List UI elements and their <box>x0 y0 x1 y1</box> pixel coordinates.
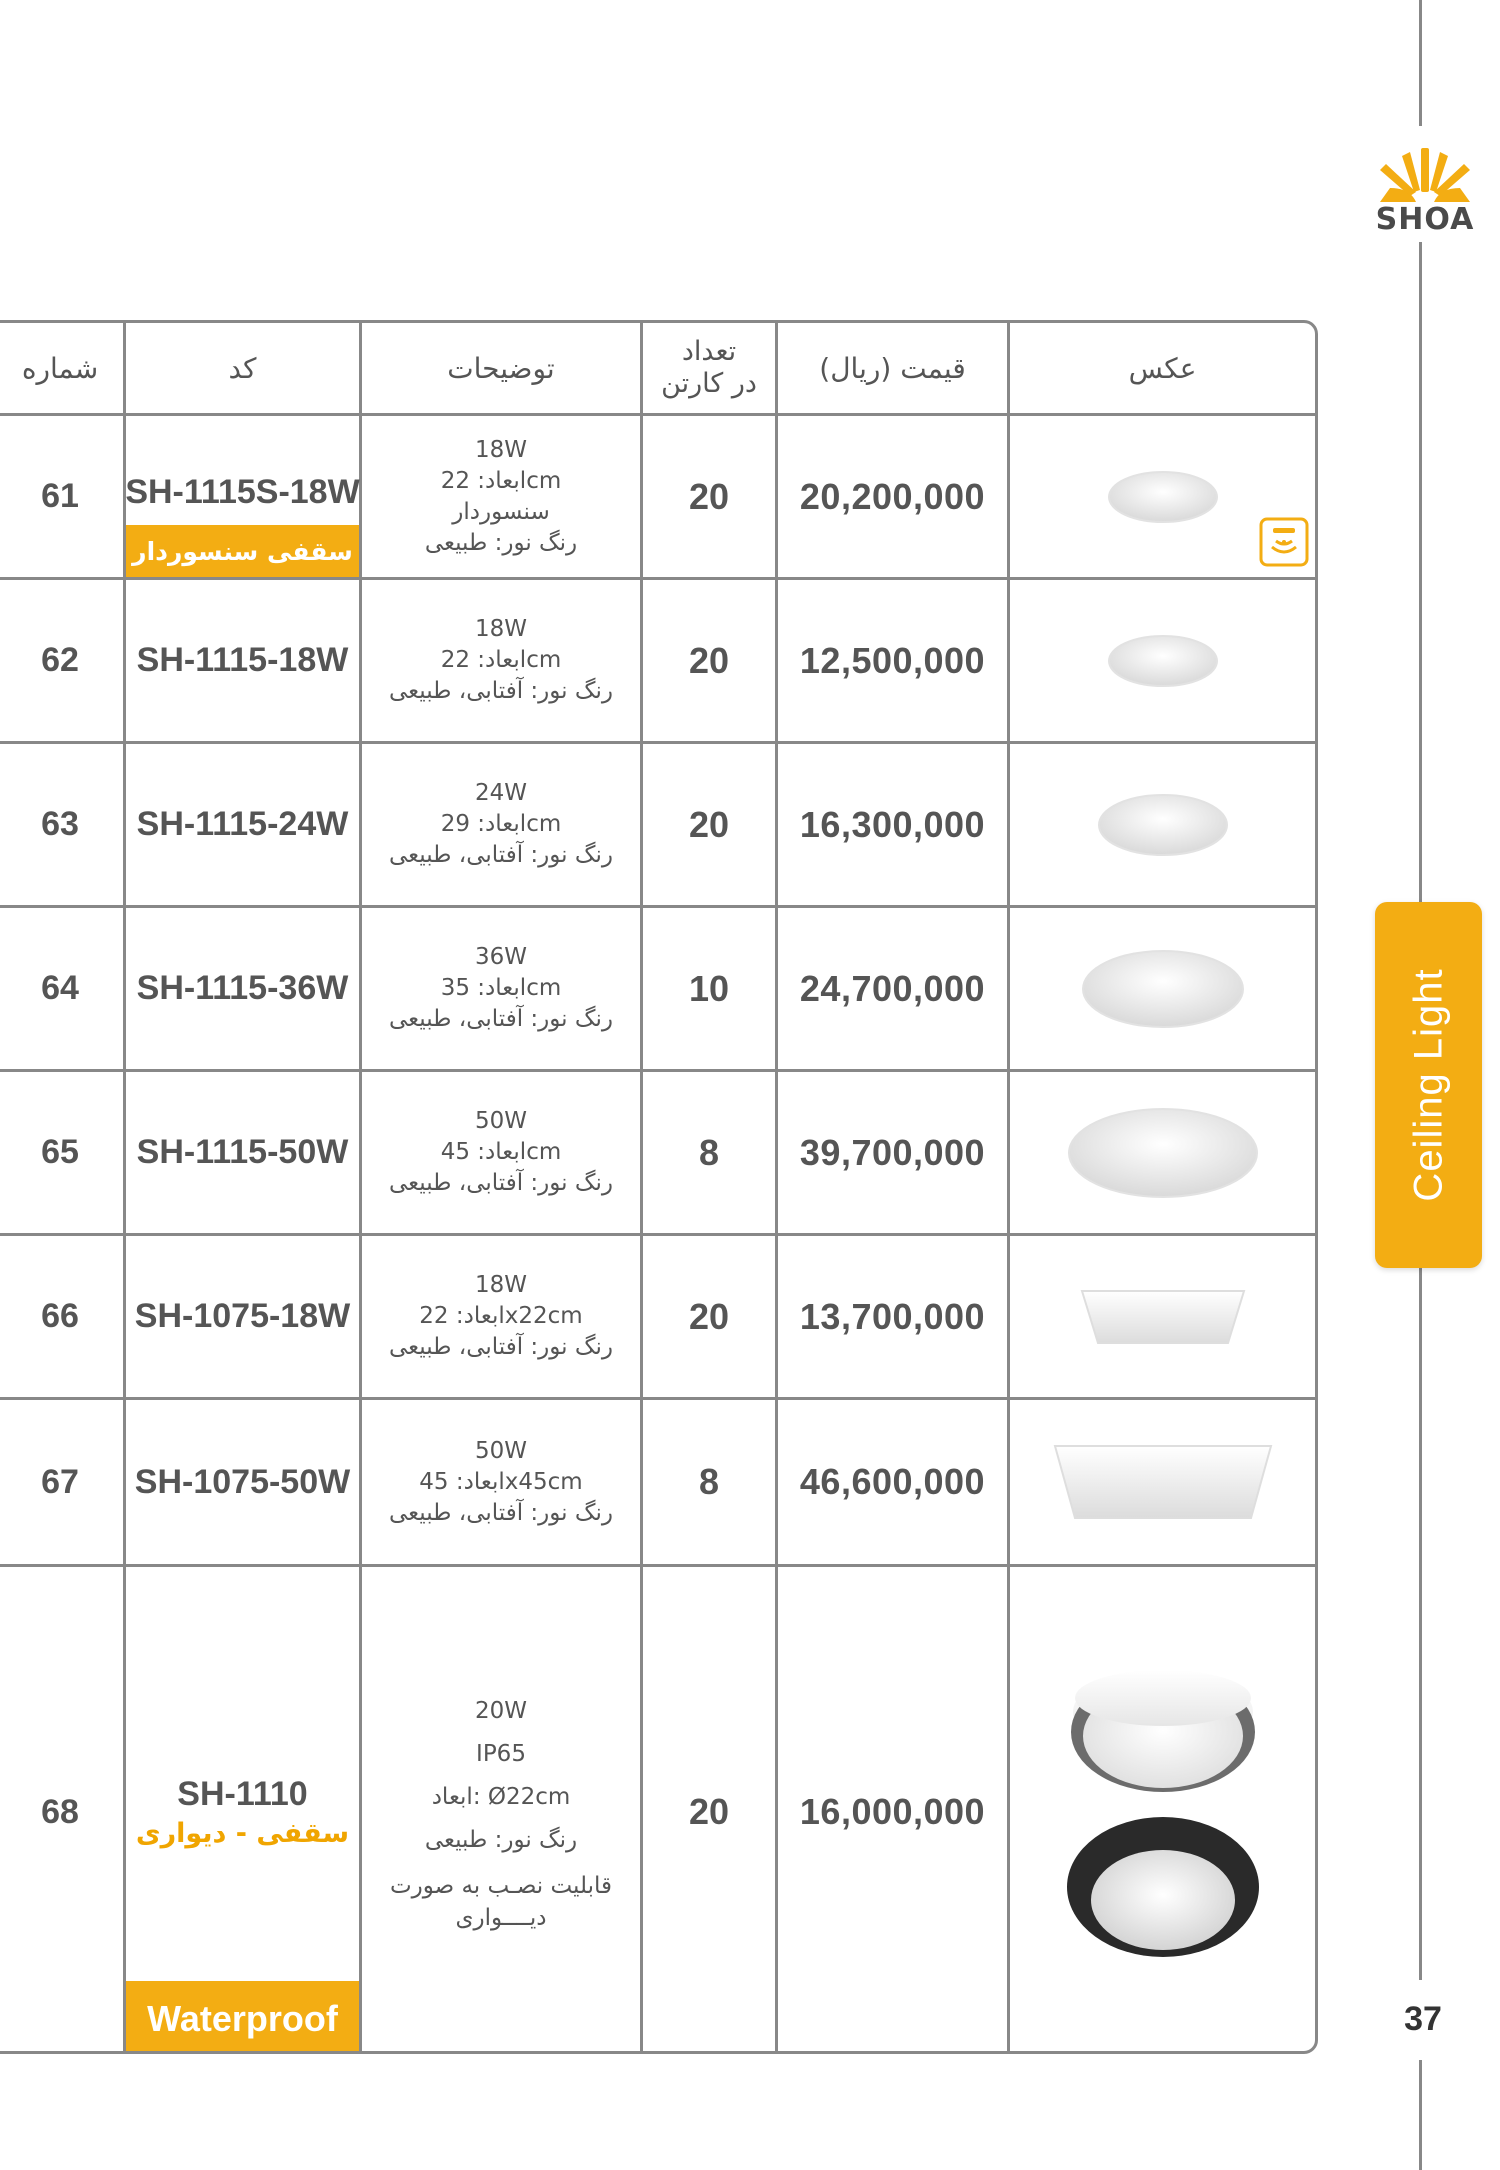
desc-line: سنسوردار <box>452 498 550 525</box>
row-number: 64 <box>0 908 126 1069</box>
row-description <box>362 580 643 741</box>
row-code: SH-1115S-18W <box>125 473 360 511</box>
desc-line: ابعاد: 22cm <box>440 467 562 494</box>
row-photo <box>1010 744 1315 905</box>
row-description <box>362 908 643 1069</box>
row-photo <box>1010 416 1315 577</box>
desc-line: 50W <box>474 1437 527 1464</box>
row-qty: 20 <box>643 1567 778 2054</box>
table-row <box>0 1236 1315 1400</box>
sun-logo-icon <box>1360 140 1490 210</box>
row-price: 16,000,000 <box>778 1567 1010 2054</box>
row-photo <box>1010 580 1315 741</box>
table-row <box>0 1400 1315 1567</box>
row-code: SH-1075-18W <box>126 1236 362 1397</box>
desc-line: رنگ نور: طبیعی <box>424 1827 578 1853</box>
square-ceiling-light-image <box>1051 1442 1275 1522</box>
desc-line: 36W <box>474 944 527 970</box>
table-row <box>0 1072 1315 1236</box>
desc-line: 18W <box>474 1272 527 1298</box>
desc-line: 18W <box>474 436 527 463</box>
desc-line: ابعاد: 45x45cm <box>419 1468 583 1495</box>
row-description <box>362 416 643 577</box>
row-number: 68 <box>0 1567 126 2054</box>
row-qty: 20 <box>643 744 778 905</box>
square-ceiling-light-image <box>1078 1287 1248 1347</box>
row-description <box>362 744 643 905</box>
right-rule-mid <box>1419 242 1422 902</box>
round-ceiling-light-image <box>1103 467 1223 527</box>
waterproof-badge: Waterproof <box>126 1981 359 2054</box>
row-photo <box>1010 1072 1315 1233</box>
table-row <box>0 580 1315 744</box>
row-price: 16,300,000 <box>778 744 1010 905</box>
desc-line: ابعاد: 35cm <box>440 975 562 1001</box>
wall-light-gray-image <box>1063 1662 1263 1802</box>
header-number: شماره <box>0 323 126 413</box>
row-number: 62 <box>0 580 126 741</box>
motion-sensor-icon <box>1259 517 1309 567</box>
row-number: 67 <box>0 1400 126 1564</box>
desc-line: ابعاد: 22cm <box>440 647 562 673</box>
row-number: 66 <box>0 1236 126 1397</box>
right-rule-end <box>1419 2060 1422 2170</box>
row-price: 24,700,000 <box>778 908 1010 1069</box>
row-price: 46,600,000 <box>778 1400 1010 1564</box>
desc-line: قابلیت نصـب به صورت <box>389 1873 613 1899</box>
table-header <box>0 323 1315 416</box>
row-qty: 10 <box>643 908 778 1069</box>
row-code: SH-1115-18W <box>126 580 362 741</box>
desc-line: ابعاد: Ø22cm <box>431 1784 571 1810</box>
row-number: 61 <box>0 416 126 577</box>
desc-line: رنگ نور: طبیعی <box>424 529 578 556</box>
row-photo <box>1010 1400 1315 1564</box>
desc-line: دیــــواری <box>455 1905 547 1931</box>
row-description <box>362 1400 643 1564</box>
row-code-cell <box>126 416 362 577</box>
desc-line: 20W <box>474 1698 527 1724</box>
row-number: 63 <box>0 744 126 905</box>
desc-line: رنگ نور: آفتابی، طبیعی <box>389 1006 613 1032</box>
row-code: SH-1110 <box>177 1775 308 1813</box>
right-rule-top <box>1419 0 1422 126</box>
row-qty: 20 <box>643 580 778 741</box>
sensor-badge: سقفی سنسوردار <box>126 525 359 577</box>
row-description <box>362 1236 643 1397</box>
desc-line: رنگ نور: آفتابی، طبیعی <box>389 842 613 868</box>
row-price: 39,700,000 <box>778 1072 1010 1233</box>
table-row <box>0 908 1315 1072</box>
header-photo: عکس <box>1128 351 1197 385</box>
row-photo <box>1010 1236 1315 1397</box>
desc-line: رنگ نور: آفتابی، طبیعی <box>389 1499 613 1526</box>
row-description <box>362 1072 643 1233</box>
page-number: 37 <box>1404 2000 1442 2038</box>
row-qty: 8 <box>643 1072 778 1233</box>
row-price: 13,700,000 <box>778 1236 1010 1397</box>
header-qty-line2: در کارتن <box>661 368 757 399</box>
row-price: 12,500,000 <box>778 580 1010 741</box>
desc-line: ابعاد: 45cm <box>440 1139 562 1165</box>
table-row <box>0 1567 1315 2054</box>
desc-line: IP65 <box>476 1741 526 1767</box>
row-number: 65 <box>0 1072 126 1233</box>
desc-line: رنگ نور: آفتابی، طبیعی <box>389 1334 613 1360</box>
row-photo <box>1010 908 1315 1069</box>
round-ceiling-light-image <box>1103 631 1223 691</box>
desc-line: 24W <box>474 780 527 806</box>
header-price: قیمت (ریال) <box>778 323 1010 413</box>
brand-logo <box>1360 140 1490 240</box>
row-code-cell <box>126 1567 362 2054</box>
desc-line: ابعاد: 22x22cm <box>419 1303 583 1329</box>
desc-line: ابعاد: 29cm <box>440 811 562 837</box>
row-subtitle: سقفی - دیواری <box>135 1818 350 1849</box>
header-qty-line1: تعداد <box>681 336 737 367</box>
header-description: توضیحات <box>362 323 643 413</box>
desc-line: 50W <box>474 1108 527 1134</box>
category-label: Ceiling Light <box>1406 968 1450 1202</box>
category-tab <box>1375 902 1482 1268</box>
desc-line: رنگ نور: آفتابی، طبیعی <box>389 678 613 704</box>
right-rule-bottom <box>1419 1268 1422 1980</box>
round-ceiling-light-image <box>1063 1104 1263 1202</box>
row-code: SH-1115-36W <box>126 908 362 1069</box>
desc-line: 18W <box>474 616 527 642</box>
round-ceiling-light-image <box>1093 790 1233 860</box>
row-photo <box>1010 1567 1315 2054</box>
table-row <box>0 416 1315 580</box>
row-qty: 20 <box>643 416 778 577</box>
wall-light-black-image <box>1063 1812 1263 1962</box>
brand-name: SHOA <box>1375 202 1475 237</box>
row-price: 20,200,000 <box>778 416 1010 577</box>
price-table <box>0 320 1318 2054</box>
table-row <box>0 744 1315 908</box>
row-qty: 20 <box>643 1236 778 1397</box>
row-code: SH-1075-50W <box>126 1400 362 1564</box>
row-code: SH-1115-50W <box>126 1072 362 1233</box>
header-code: کد <box>126 323 362 413</box>
row-description <box>362 1567 643 2054</box>
round-ceiling-light-image <box>1078 947 1248 1031</box>
row-code: SH-1115-24W <box>126 744 362 905</box>
header-qty <box>643 323 778 413</box>
desc-line: رنگ نور: آفتابی، طبیعی <box>389 1170 613 1196</box>
row-qty: 8 <box>643 1400 778 1564</box>
